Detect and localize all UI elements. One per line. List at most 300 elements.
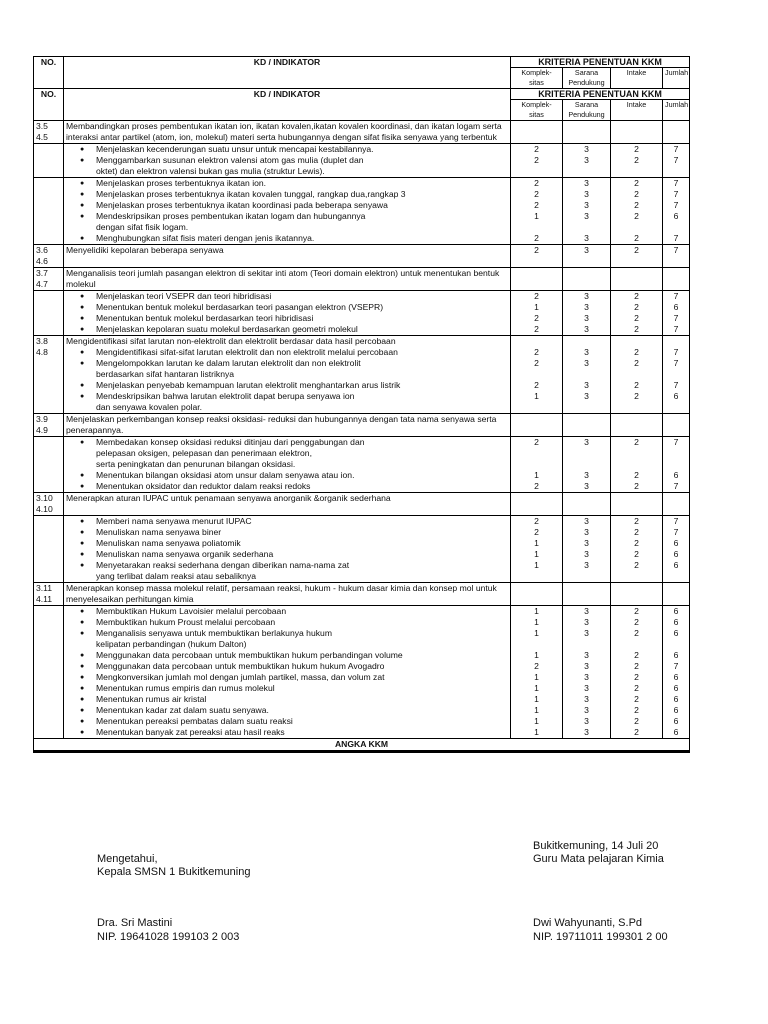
score-value: 3	[584, 313, 589, 323]
score-value: 3	[584, 347, 589, 357]
indicator-item: dengan sifat fisik logam.	[96, 222, 189, 232]
score-jumlah	[663, 437, 690, 493]
score-value: 2	[534, 245, 539, 255]
score-value: 2	[534, 347, 539, 357]
score-value: 7	[673, 200, 679, 210]
header-sarana	[563, 68, 611, 89]
indicator-list	[66, 144, 508, 177]
score-intake	[611, 291, 663, 336]
score-value	[613, 448, 660, 459]
score-value: 6	[673, 391, 679, 401]
score-value	[665, 459, 687, 470]
score-value: 2	[634, 481, 639, 491]
indicator-item: pelepasan oksigen, pelepasan dan penerimaan elektron,	[96, 448, 312, 458]
table-row	[34, 336, 690, 414]
score-value: 2	[634, 661, 639, 671]
indicator-item: ● Menjelaskan kepolaran suatu molekul berdasarkan geometri molekul	[80, 324, 508, 335]
row-number-line: 3.8	[36, 336, 48, 346]
row-number-line: 4.8	[36, 347, 48, 357]
score-value: 2	[634, 672, 639, 682]
score-value	[613, 571, 660, 582]
score-value	[513, 639, 560, 650]
score-value: 2	[534, 527, 539, 537]
score-value: 7	[673, 233, 679, 243]
indicator-item: ● Menentukan banyak zat pereaksi atau hasil reaks	[80, 727, 508, 738]
score-kompleksitas	[511, 245, 563, 268]
score-intake	[611, 583, 663, 606]
score-value: 7	[673, 178, 679, 188]
score-value: 2	[634, 549, 639, 559]
score-value	[665, 402, 687, 413]
score-value: 7	[673, 661, 679, 671]
kd-text: Menyelidiki kepolaran beberapa senyawa	[66, 245, 224, 255]
score-value: 3	[584, 437, 589, 447]
score-value: 6	[673, 606, 679, 616]
score-value: 6	[673, 302, 679, 312]
indicator-item: ● Menentukan oksidator dan reduktor dalam reaksi redoks	[80, 481, 508, 492]
score-value: 7	[673, 516, 679, 526]
score-value: 2	[634, 650, 639, 660]
score-kompleksitas	[511, 437, 563, 493]
table-row	[34, 414, 690, 437]
score-value: 2	[634, 705, 639, 715]
score-value: 2	[634, 527, 639, 537]
score-intake	[611, 414, 663, 437]
header-intake: Intake	[611, 68, 663, 89]
score-value: 7	[673, 380, 679, 390]
score-kompleksitas	[511, 336, 563, 414]
indicator-item: ● Menjelaskan penyebab kemampuan larutan elektrolit menghantarkan arus listrik	[80, 380, 508, 391]
table-row	[34, 437, 690, 493]
score-value: 6	[673, 716, 679, 726]
score-value: 3	[584, 324, 589, 334]
score-value: 1	[534, 538, 539, 548]
score-value: 2	[534, 178, 539, 188]
indicator-item: ● Mendeskripsikan proses pembentukan ikatan logam dan hubungannya	[80, 211, 508, 222]
score-value: 3	[584, 705, 589, 715]
score-value	[665, 166, 687, 177]
score-kompleksitas	[511, 583, 563, 606]
score-value: 3	[584, 628, 589, 638]
indicator-item: ● Menganalisis senyawa untuk membuktikan berlakunya hukum	[80, 628, 508, 639]
score-value: 3	[584, 727, 589, 737]
kd-cell	[64, 144, 511, 178]
score-value: 3	[584, 391, 589, 401]
header-kd: KD / INDIKATOR	[64, 57, 511, 89]
kd-text: Menganalisis teori jumlah pasangan elektron di sekitar inti atom (Teori domain elektron) untuk menentukan bentuk molekul	[66, 268, 500, 289]
score-jumlah	[663, 606, 690, 739]
row-number	[34, 144, 64, 178]
indicator-item: ● Menjelaskan teori VSEPR dan teori hibridisasi	[80, 291, 508, 302]
header-sarana-line2: Pendukung	[568, 78, 605, 87]
score-value: 7	[673, 481, 679, 491]
indicator-item: berdasarkan sifat hantaran listriknya	[96, 369, 235, 379]
score-value: 2	[634, 313, 639, 323]
indicator-item: ● Menjelaskan proses terbentuknya ikatan ion.	[80, 178, 508, 189]
table-row	[34, 291, 690, 336]
indicator-item: yang terlibat dalam reaksi atau sebaliknya	[96, 571, 257, 581]
indicator-item: ● Menjelaskan kecenderungan suatu unsur untuk mencapai kestabilannya.	[80, 144, 508, 155]
score-value: 2	[634, 727, 639, 737]
header-kompleksitas-line1: Komplek-	[521, 68, 552, 77]
indicator-item: ● Menggambarkan susunan elektron valensi atom gas mulia (duplet dan	[80, 155, 508, 166]
score-value	[613, 459, 660, 470]
score-value: 3	[584, 470, 589, 480]
score-intake	[611, 336, 663, 414]
indicator-item: ● Menentukan bilangan oksidasi atom unsur dalam senyawa atau ion.	[80, 470, 508, 481]
row-number-line: 4.11	[36, 594, 53, 604]
score-value: 6	[673, 617, 679, 627]
score-value: 6	[673, 211, 679, 221]
score-value: 1	[534, 628, 539, 638]
score-value: 1	[534, 617, 539, 627]
indicator-item: ● Menuliskan nama senyawa poliatomik	[80, 538, 508, 549]
indicator-item: ● Menentukan pereaksi pembatas dalam suatu reaksi	[80, 716, 508, 727]
kd-text: Membandingkan proses pembentukan ikatan ion, ikatan kovalen,ikatan kovalen koordinasi, dan ikatan logam serta interaksi antar partikel (atom, ion, molekul) materi serta hubungannya dengan sifat fisika senyawa yang terbentuk	[66, 121, 502, 142]
score-value	[613, 222, 660, 233]
score-value: 1	[534, 705, 539, 715]
score-value: 3	[584, 144, 589, 154]
score-value: 2	[634, 233, 639, 243]
score-value: 1	[534, 470, 539, 480]
score-value	[565, 639, 608, 650]
header-kompleksitas-line2-repeat: sitas	[529, 110, 544, 119]
score-value	[613, 166, 660, 177]
score-value: 6	[673, 650, 679, 660]
row-number-line: 3.9	[36, 414, 48, 424]
score-sarana	[563, 291, 611, 336]
score-value: 3	[584, 200, 589, 210]
score-intake	[611, 144, 663, 178]
row-number	[34, 178, 64, 245]
score-jumlah	[663, 144, 690, 178]
indicator-list	[66, 178, 508, 244]
score-value: 6	[673, 538, 679, 548]
score-value: 3	[584, 189, 589, 199]
row-number	[34, 493, 64, 516]
score-value: 6	[673, 672, 679, 682]
score-value: 7	[673, 437, 679, 447]
row-number-line: 4.10	[36, 504, 53, 514]
kepala-title: Kepala SMSN 1 Bukitkemuning	[97, 866, 251, 878]
score-sarana	[563, 336, 611, 414]
indicator-item: ● Menggunakan data percobaan untuk membuktikan hukum perbandingan volume	[80, 650, 508, 661]
score-sarana	[563, 178, 611, 245]
kkm-table	[33, 56, 690, 753]
table-row	[34, 245, 690, 268]
header-kompleksitas-repeat	[511, 100, 563, 121]
indicator-item: ● Menuliskan nama senyawa organik sederhana	[80, 549, 508, 560]
header-no: NO.	[34, 57, 64, 89]
row-number-line: 4.6	[36, 256, 48, 266]
score-sarana	[563, 245, 611, 268]
table-row	[34, 268, 690, 291]
indicator-list	[66, 347, 508, 413]
indicator-item: ● Mendeskripsikan bahwa larutan elektrolit dapat berupa senyawa ion	[80, 391, 508, 402]
indicator-item: ● Menggunakan data percobaan untuk membuktikan hukum hukum Avogadro	[80, 661, 508, 672]
score-value: 6	[673, 549, 679, 559]
score-value	[565, 166, 608, 177]
header-row-repeat	[34, 89, 690, 100]
score-value: 2	[634, 324, 639, 334]
score-jumlah	[663, 178, 690, 245]
score-value: 3	[584, 549, 589, 559]
score-value: 3	[584, 650, 589, 660]
score-value: 3	[584, 380, 589, 390]
indicator-item: ● Menentukan rumus air kristal	[80, 694, 508, 705]
score-kompleksitas	[511, 291, 563, 336]
kkm-table-body	[34, 57, 690, 752]
indicator-list	[66, 516, 508, 582]
score-value: 3	[584, 302, 589, 312]
score-kompleksitas	[511, 268, 563, 291]
indicator-item: oktet) dan elektron valensi bukan gas mulia (struktur Lewis).	[96, 166, 325, 176]
header-kompleksitas	[511, 68, 563, 89]
header-kompleksitas-line2: sitas	[529, 78, 544, 87]
score-sarana	[563, 583, 611, 606]
score-value	[665, 222, 687, 233]
indicator-item: ● Menentukan bentuk molekul berdasarkan teori pasangan elektron (VSEPR)	[80, 302, 508, 313]
score-jumlah	[663, 291, 690, 336]
kd-cell	[64, 178, 511, 245]
score-value	[665, 571, 687, 582]
score-intake	[611, 121, 663, 144]
score-value	[513, 571, 560, 582]
header-sarana-line2-repeat: Pendukung	[568, 110, 605, 119]
score-intake	[611, 516, 663, 583]
score-value: 2	[634, 683, 639, 693]
score-value: 1	[534, 694, 539, 704]
score-value: 2	[634, 302, 639, 312]
score-kompleksitas	[511, 178, 563, 245]
kd-cell	[64, 336, 511, 414]
table-row	[34, 606, 690, 739]
header-sarana-line1-repeat: Sarana	[574, 100, 599, 109]
score-intake	[611, 268, 663, 291]
score-value	[513, 222, 560, 233]
score-value	[565, 369, 608, 380]
score-value: 2	[534, 661, 539, 671]
score-jumlah	[663, 583, 690, 606]
score-value: 2	[534, 200, 539, 210]
kd-text: Menjelaskan perkembangan konsep reaksi oksidasi- reduksi dan hubungannya dengan tata nama senyawa serta penerapannya.	[66, 414, 497, 435]
score-value: 6	[673, 628, 679, 638]
header-row	[34, 57, 690, 68]
score-kompleksitas	[511, 516, 563, 583]
score-intake	[611, 178, 663, 245]
indicator-item: ● Membuktikan hukum Proust melalui percobaan	[80, 617, 508, 628]
score-spacer	[665, 336, 687, 347]
score-value: 3	[584, 481, 589, 491]
header-sarana-line1: Sarana	[574, 68, 599, 77]
score-value: 1	[534, 391, 539, 401]
row-number-line: 4.9	[36, 425, 48, 435]
score-value: 2	[534, 291, 539, 301]
score-value: 2	[634, 437, 639, 447]
kd-cell	[64, 121, 511, 144]
score-value: 2	[634, 716, 639, 726]
score-spacer	[513, 336, 560, 347]
guru-nip: NIP. 19711011 199301 2 00	[533, 931, 668, 943]
score-value: 2	[534, 144, 539, 154]
indicator-item: ● Menyetarakan reaksi sederhana dengan diberikan nama-nama zat	[80, 560, 508, 571]
kd-cell	[64, 291, 511, 336]
score-value: 2	[634, 380, 639, 390]
kd-text: Menerapkan konsep massa molekul relatif, persamaan reaksi, hukum - hukum dasar kimia dan konsep mol untuk menyelesaikan perhitungan kimia	[66, 583, 497, 604]
score-value	[613, 369, 660, 380]
score-jumlah	[663, 121, 690, 144]
score-value: 3	[584, 694, 589, 704]
score-value: 2	[634, 694, 639, 704]
score-sarana	[563, 437, 611, 493]
score-value: 3	[584, 516, 589, 526]
score-value: 2	[534, 437, 539, 447]
score-value: 2	[634, 391, 639, 401]
score-value: 2	[634, 189, 639, 199]
score-value: 2	[534, 233, 539, 243]
header-kompleksitas-line1-repeat: Komplek-	[521, 100, 552, 109]
indicator-item: ● Menjelaskan proses terbentuknya ikatan koordinasi pada beberapa senyawa	[80, 200, 508, 211]
score-value: 7	[673, 313, 679, 323]
score-value: 1	[534, 672, 539, 682]
score-value: 2	[634, 560, 639, 570]
score-sarana	[563, 268, 611, 291]
indicator-item: ● Memberi nama senyawa menurut IUPAC	[80, 516, 508, 527]
score-jumlah	[663, 336, 690, 414]
row-number	[34, 121, 64, 144]
indicator-item: serta peningkatan dan penurunan bilangan oksidasi.	[96, 459, 296, 469]
score-value	[565, 222, 608, 233]
score-value	[513, 166, 560, 177]
score-value: 6	[673, 694, 679, 704]
kd-cell	[64, 245, 511, 268]
kd-text: Menerapkan aturan IUPAC untuk penamaan senyawa anorganik &organik sederhana	[66, 493, 391, 503]
score-value: 6	[673, 470, 679, 480]
score-value: 2	[634, 200, 639, 210]
score-value: 2	[634, 178, 639, 188]
score-value	[665, 369, 687, 380]
row-number-line: 4.5	[36, 132, 48, 142]
score-value: 7	[673, 527, 679, 537]
score-value	[565, 459, 608, 470]
header-no-repeat: NO.	[34, 89, 64, 121]
indicator-item: kelipatan perbandingan (hukum Dalton)	[96, 639, 247, 649]
score-sarana	[563, 414, 611, 437]
score-jumlah	[663, 414, 690, 437]
kkm-sheet	[33, 56, 689, 753]
score-value: 7	[673, 189, 679, 199]
table-row	[34, 516, 690, 583]
score-value: 2	[634, 144, 639, 154]
row-number	[34, 516, 64, 583]
score-value: 1	[534, 211, 539, 221]
row-number	[34, 414, 64, 437]
score-value	[513, 369, 560, 380]
score-spacer	[613, 336, 660, 347]
score-value: 6	[673, 727, 679, 737]
header-kriteria: KRITERIA PENENTUAN KKM	[511, 57, 690, 68]
indicator-item: ● Membuktikan Hukum Lavoisier melalui percobaan	[80, 606, 508, 617]
total-label: ANGKA KKM	[34, 739, 690, 752]
score-value: 7	[673, 291, 679, 301]
score-value: 7	[673, 144, 679, 154]
row-number-line: 3.5	[36, 121, 48, 131]
row-number	[34, 336, 64, 414]
score-value: 3	[584, 672, 589, 682]
kd-cell	[64, 606, 511, 739]
indicator-item: ● Menentukan kadar zat dalam suatu senyawa.	[80, 705, 508, 716]
score-value	[513, 402, 560, 413]
place-date: Bukitkemuning, 14 Juli 20	[533, 840, 659, 852]
score-kompleksitas	[511, 606, 563, 739]
score-value: 3	[584, 155, 589, 165]
indicator-list	[66, 291, 508, 335]
score-value	[613, 402, 660, 413]
table-row	[34, 493, 690, 516]
score-kompleksitas	[511, 121, 563, 144]
score-value: 3	[584, 606, 589, 616]
score-value: 1	[534, 650, 539, 660]
score-jumlah	[663, 493, 690, 516]
score-value: 3	[584, 358, 589, 368]
indicator-item: ● Menjelaskan proses terbentuknya ikatan kovalen tunggal, rangkap dua,rangkap 3	[80, 189, 508, 200]
kd-cell	[64, 493, 511, 516]
table-row	[34, 583, 690, 606]
header-jumlah: Jumlah	[663, 68, 690, 89]
score-kompleksitas	[511, 144, 563, 178]
row-number	[34, 291, 64, 336]
kd-cell	[64, 583, 511, 606]
table-row	[34, 178, 690, 245]
indicator-item: ● Menuliskan nama senyawa biner	[80, 527, 508, 538]
score-value	[565, 571, 608, 582]
kepala-name: Dra. Sri Mastini	[97, 917, 173, 929]
score-value: 6	[673, 705, 679, 715]
score-value: 3	[584, 661, 589, 671]
score-value	[513, 459, 560, 470]
guru-title: Guru Mata pelajaran Kimia	[533, 853, 664, 865]
indicator-item: ● Mengelompokkan larutan ke dalam larutan elektrolit dan non elektrolit	[80, 358, 508, 369]
row-number	[34, 245, 64, 268]
score-sarana	[563, 121, 611, 144]
score-value: 1	[534, 727, 539, 737]
score-value: 2	[634, 606, 639, 616]
score-value	[665, 639, 687, 650]
score-sarana	[563, 606, 611, 739]
score-jumlah	[663, 245, 690, 268]
score-value: 2	[634, 245, 639, 255]
row-number-line: 3.11	[36, 583, 53, 593]
kd-cell	[64, 516, 511, 583]
row-number	[34, 606, 64, 739]
score-kompleksitas	[511, 493, 563, 516]
header-kd-repeat: KD / INDIKATOR	[64, 89, 511, 121]
score-value	[513, 448, 560, 459]
score-value: 2	[634, 155, 639, 165]
score-kompleksitas	[511, 414, 563, 437]
score-value: 3	[584, 211, 589, 221]
indicator-item: ● Menghubungkan sifat fisis materi dengan jenis ikatannya.	[80, 233, 508, 244]
score-value: 1	[534, 683, 539, 693]
score-value: 2	[534, 358, 539, 368]
score-intake	[611, 606, 663, 739]
score-sarana	[563, 493, 611, 516]
score-value	[613, 639, 660, 650]
header-intake-repeat: Intake	[611, 100, 663, 121]
score-value: 3	[584, 233, 589, 243]
score-sarana	[563, 516, 611, 583]
header-kriteria-repeat: KRITERIA PENENTUAN KKM	[511, 89, 690, 100]
